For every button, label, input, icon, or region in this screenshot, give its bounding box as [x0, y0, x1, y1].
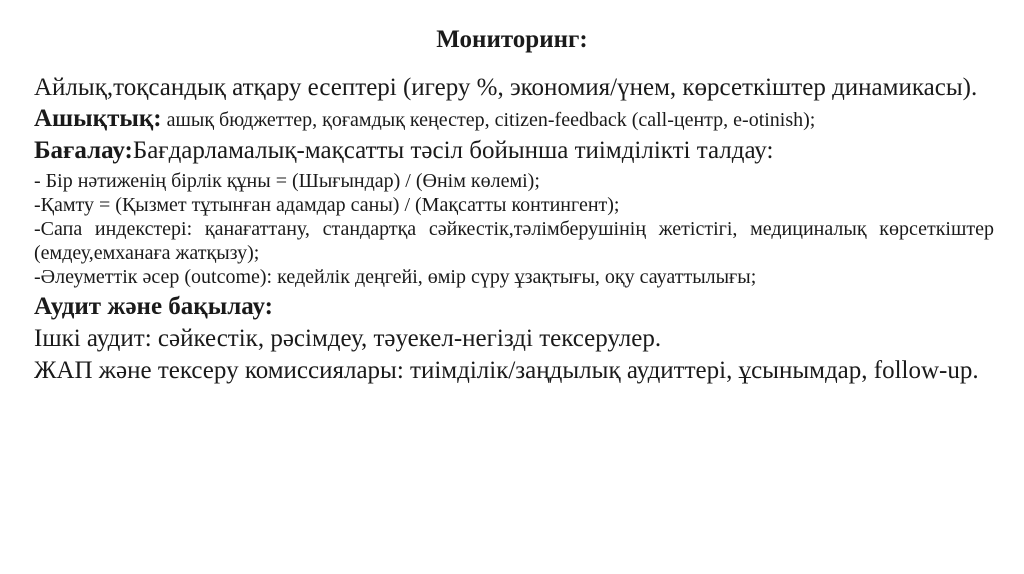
slide-title: Мониторинг:	[436, 26, 588, 53]
evaluation-label: Бағалау:	[34, 137, 133, 164]
audit-line-commissions: ЖАП және тексеру комиссиялары: тиімділік/заңдылық аудиттері, ұсынымдар, follow-up.	[34, 357, 979, 384]
audit-heading	[34, 291, 994, 323]
transparency-label: Ашықтық:	[34, 105, 162, 132]
audit-heading-text: Аудит және бақылау:	[34, 293, 273, 320]
list-item-quality: -Сапа индекстері: қанағаттану, стандартқа сәйкестік,тәлімберушінің жетістігі, медициналық көрсеткіштер (емдеу,емханаға жатқызу);	[34, 218, 994, 264]
list-item-social-impact: -Әлеуметтік әсер (outcome): кедейлік деңгейі, өмір сүру ұзақтығы, оқу сауаттылығы;	[34, 266, 757, 288]
list-item-unit-cost: - Бір нәтиженің бірлік құны = (Шығындар) / (Өнім көлемі);	[34, 170, 540, 192]
transparency-paragraph	[34, 107, 994, 132]
evaluation-text: Бағдарламалық-мақсатты тәсіл бойынша тиімділікті талдау:	[132, 137, 774, 164]
slide-body	[34, 72, 994, 387]
audit-line-internal: Ішкі аудит: сәйкестік, рәсімдеу, тәуекел-негізді тексерулер.	[34, 325, 662, 352]
evaluation-paragraph	[34, 135, 994, 167]
list-item-coverage: -Қамту = (Қызмет тұтынған адамдар саны) / (Мақсатты контингент);	[34, 194, 620, 216]
reporting-line: Айлық,тоқсандық атқару есептері (игеру %, экономия/үнем, көрсеткіштер динамикасы).	[34, 74, 978, 101]
transparency-text: ашық бюджеттер, қоғамдық кеңестер, citizen-feedback (call-центр, e-otinish);	[161, 109, 816, 131]
